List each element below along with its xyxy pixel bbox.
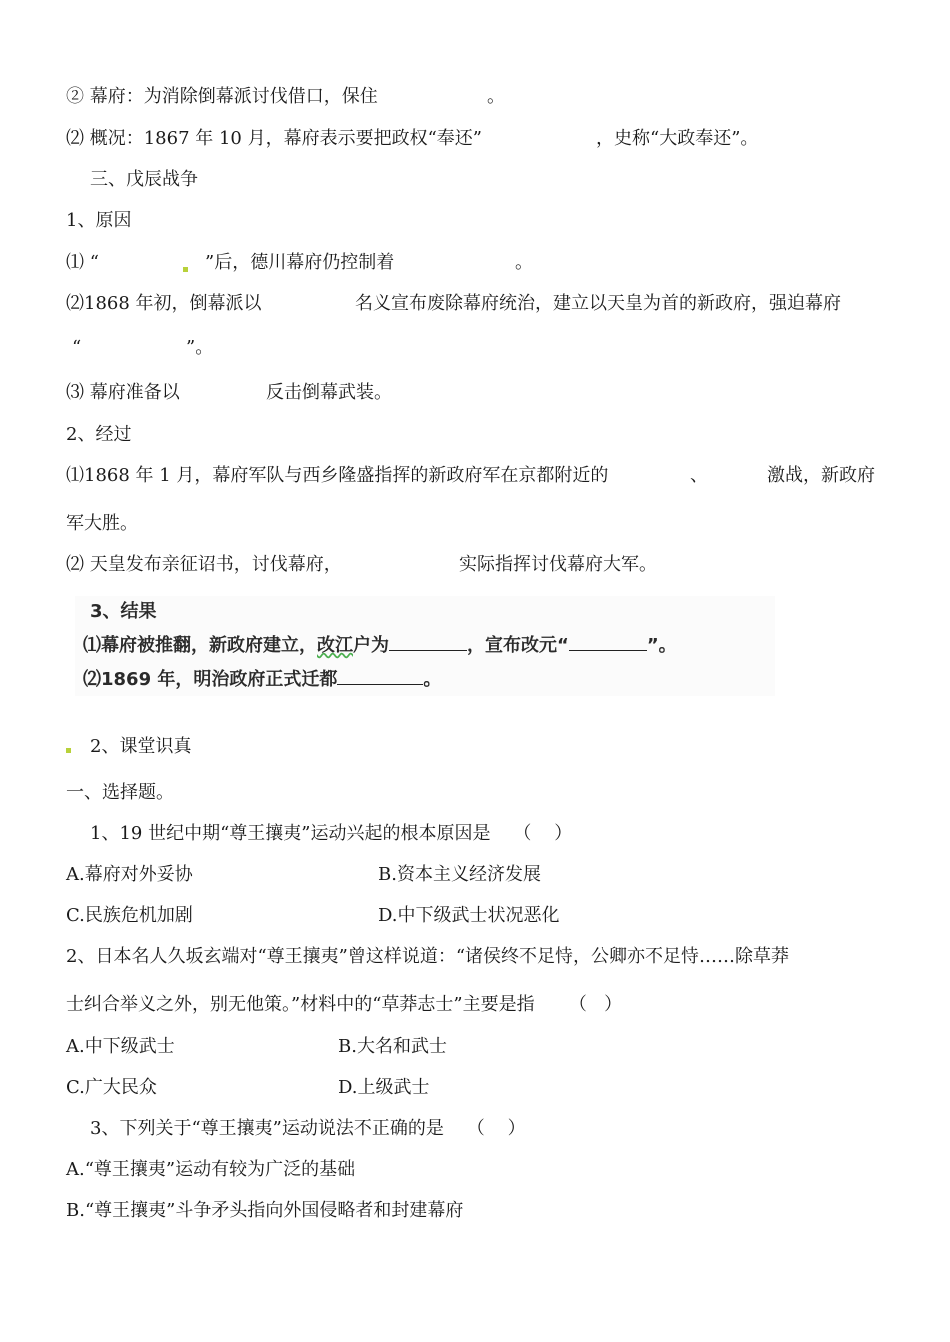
result-title: 3、结果 [90, 601, 157, 622]
question-1: 1、19 世纪中期“尊王攘夷”运动兴起的根本原因是 （ ） [90, 823, 573, 844]
subheading: 1、原因 [66, 210, 132, 231]
question-2-cont: 士纠合举义之外，别无他策。”材料中的“草莽志士”主要是指 （ ） [66, 994, 623, 1015]
option: D.中下级武士状况恶化 [378, 905, 560, 926]
text-line: 。 [515, 252, 533, 273]
text-line: “ [72, 337, 82, 358]
text-line: 实际指挥讨伐幕府大军。 [459, 554, 657, 575]
text-line: ⑵ 概况：1867 年 10 月，幕府表示要把政权“奉还” [66, 128, 483, 149]
text-line: ，史称“大政奉还”。 [596, 128, 759, 149]
text-line: 反击倒幕武装。 [266, 382, 392, 403]
option: B.“尊王攘夷”斗争矛头指向外国侵略者和封建幕府 [66, 1200, 464, 1221]
section-heading: 2、课堂识真 [90, 736, 192, 757]
section-heading: 三、戊辰战争 [90, 169, 198, 190]
option: B.资本主义经济发展 [378, 864, 541, 885]
option: B.大名和武士 [338, 1036, 447, 1057]
text-line: ”。 [186, 337, 214, 358]
answer-blank [337, 666, 423, 685]
question-2: 2、日本名人久坂玄端对“尊王攘夷”曾这样说道：“诸侯终不足恃，公卿亦不足恃……除草莽 [66, 946, 790, 967]
text-line: ”后，德川幕府仍控制着 [205, 252, 395, 273]
option: A.中下级武士 [66, 1036, 175, 1057]
question-3: 3、下列关于“尊王攘夷”运动说法不正确的是 （ ） [90, 1118, 526, 1139]
marker-dot [183, 267, 188, 272]
option: C.广大民众 [66, 1077, 157, 1098]
text-line: ⑶ 幕府准备以 [66, 382, 180, 403]
option: A.“尊王攘夷”运动有较为广泛的基础 [66, 1159, 356, 1180]
answer-blank [569, 632, 647, 651]
subheading: 2、经过 [66, 424, 132, 445]
answer-blank [389, 632, 467, 651]
text-line: ② 幕府：为消除倒幕派讨伐借口，保住 [66, 86, 378, 107]
text-line: ⑵ 天皇发布亲征诏书，讨伐幕府， [66, 554, 342, 575]
result-line-2: ⑵1869 年，明治政府正式迁都 。 [83, 666, 441, 692]
option: C.民族危机加剧 [66, 905, 193, 926]
option: D.上级武士 [338, 1077, 430, 1098]
text-line: ⑵1868 年初，倒幕派以 [66, 293, 262, 314]
text-line: 激战，新政府 [767, 465, 875, 486]
section-heading: 一、选择题。 [66, 782, 174, 803]
option: A.幕府对外妥协 [66, 864, 193, 885]
text-line: 军大胜。 [66, 513, 138, 534]
text-line: 、 [690, 465, 708, 486]
text-line: 。 [487, 86, 505, 107]
result-line-1: ⑴幕府被推翻，新政府建立，改江户为 ，宣布改元“ ”。 [83, 632, 677, 658]
marker-dot [66, 748, 71, 753]
text-line: ⑴ “ [66, 252, 99, 273]
text-line: 名义宣布废除幕府统治，建立以天皇为首的新政府，强迫幕府 [355, 293, 841, 314]
result-image-block [75, 596, 775, 696]
text-line: ⑴1868 年 1 月，幕府军队与西乡隆盛指挥的新政府军在京都附近的 [66, 465, 609, 486]
